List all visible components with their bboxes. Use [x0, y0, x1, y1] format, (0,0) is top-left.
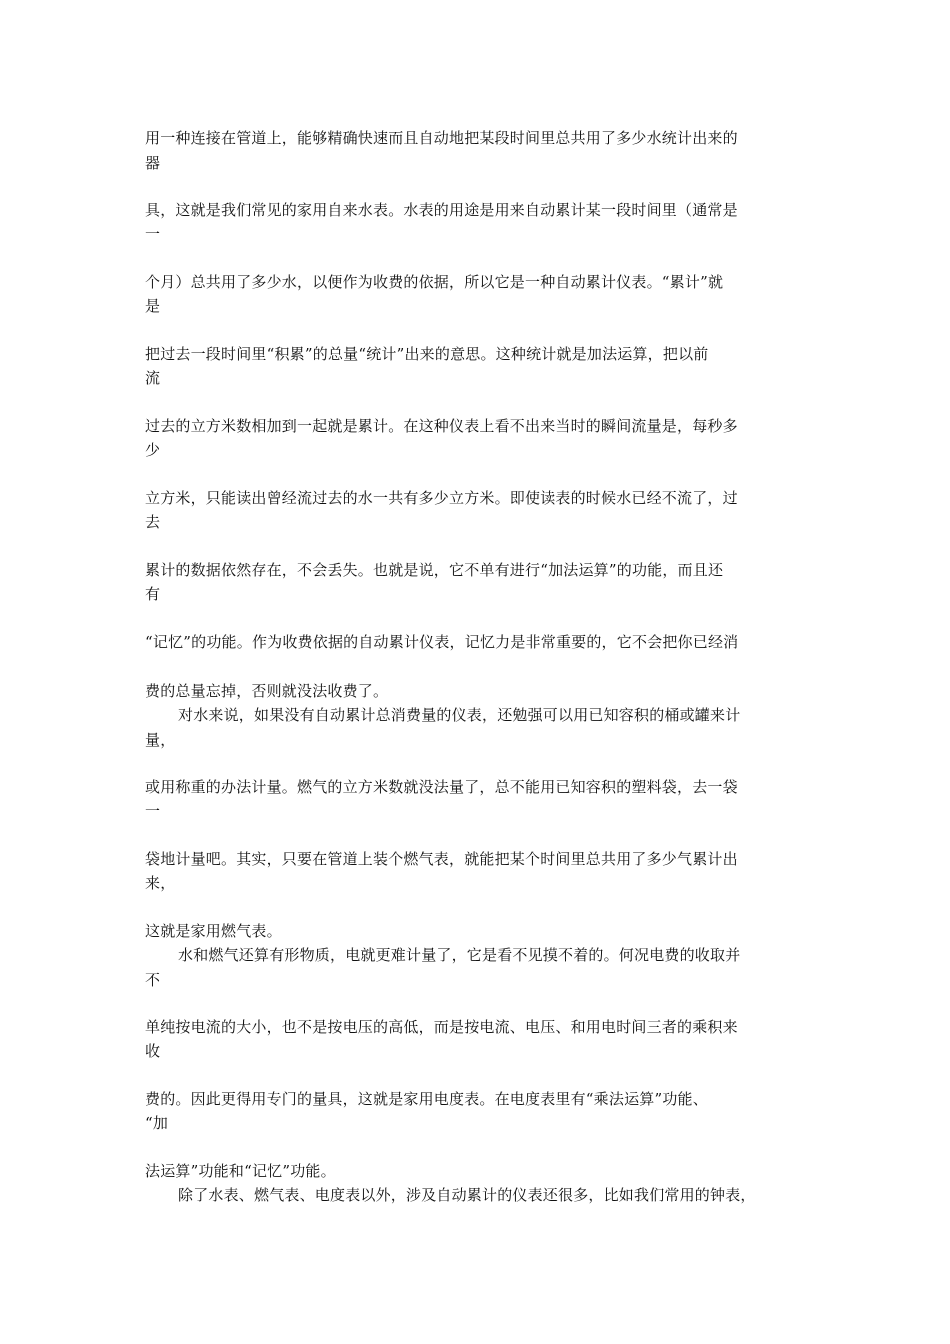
- paragraph-first-line: 水和燃气还算有形物质，电就更难计量了，它是看不见摸不着的。何况电费的收取并: [178, 946, 741, 964]
- text-line: 袋地计量吧。其实，只要在管道上装个燃气表，就能把某个时间里总共用了多少气累计出: [145, 850, 738, 868]
- text-line: 或用称重的办法计量。燃气的立方米数就没法量了，总不能用已知容积的塑料袋，去一袋: [145, 778, 738, 796]
- text-line: 来，: [145, 874, 176, 892]
- paragraph-first-line: 除了水表、燃气表、电度表以外，涉及自动累计的仪表还很多，比如我们常用的钟表，: [178, 1186, 756, 1204]
- text-line: 具，这就是我们常见的家用自来水表。水表的用途是用来自动累计某一段时间里（通常是: [145, 201, 738, 219]
- text-line: 是: [145, 297, 161, 315]
- text-line: 一: [145, 225, 161, 243]
- paragraph-first-line: 对水来说，如果没有自动累计总消费量的仪表，还勉强可以用已知容积的桶或罐来计: [178, 706, 741, 724]
- text-line: “记忆”的功能。作为收费依据的自动累计仪表，记忆力是非常重要的，它不会把你已经消: [145, 633, 739, 651]
- text-line: 流: [145, 369, 161, 387]
- text-line: “加: [145, 1114, 169, 1132]
- text-line: 量，: [145, 731, 176, 749]
- text-line: 累计的数据依然存在，不会丢失。也就是说，它不单有进行“加法运算”的功能，而且还: [145, 561, 724, 579]
- text-line: 收: [145, 1042, 161, 1060]
- text-line: 把过去一段时间里“积累”的总量“统计”出来的意思。这种统计就是加法运算，把以前: [145, 345, 709, 363]
- text-line: 有: [145, 585, 161, 603]
- text-line: 个月）总共用了多少水，以便作为收费的依据，所以它是一种自动累计仪表。“累计”就: [145, 273, 724, 291]
- text-line: 费的。因此更得用专门的量具，这就是家用电度表。在电度表里有“乘法运算”功能、: [145, 1090, 708, 1108]
- text-line: 去: [145, 513, 161, 531]
- text-line: 过去的立方米数相加到一起就是累计。在这种仪表上看不出来当时的瞬间流量是，每秒多: [145, 417, 738, 435]
- text-line: 这就是家用燃气表。: [145, 922, 282, 940]
- text-line: 法运算”功能和“记忆”功能。: [145, 1162, 336, 1180]
- text-line: 器: [145, 154, 161, 172]
- text-line: 不: [145, 971, 161, 989]
- text-line: 立方米，只能读出曾经流过去的水一共有多少立方米。即使读表的时候水已经不流了，过: [145, 489, 738, 507]
- text-line: 少: [145, 441, 161, 459]
- text-line: 用一种连接在管道上，能够精确快速而且自动地把某段时间里总共用了多少水统计出来的: [145, 129, 738, 147]
- text-line: 费的总量忘掉，否则就没法收费了。: [145, 682, 389, 700]
- text-line: 一: [145, 802, 161, 820]
- text-line: 单纯按电流的大小，也不是按电压的高低，而是按电流、电压、和用电时间三者的乘积来: [145, 1018, 738, 1036]
